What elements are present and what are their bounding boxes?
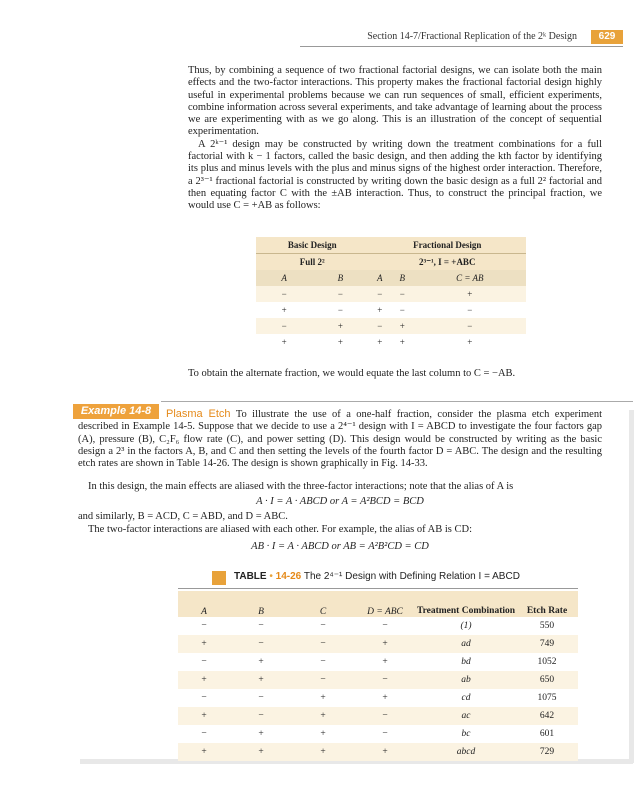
table-cell: 642 <box>516 707 578 725</box>
table-cell: + <box>377 337 383 347</box>
table-cell: + <box>281 305 287 315</box>
table-cell: + <box>178 635 230 653</box>
table-cell: (1) <box>460 621 472 631</box>
design-table <box>178 591 578 761</box>
table-cell: + <box>399 321 405 331</box>
table-row <box>178 671 578 689</box>
table-cell: 749 <box>516 635 578 653</box>
table-cell: ac <box>416 707 516 725</box>
table-cell: + <box>258 657 264 667</box>
alias-equation-1: A · I = A · ABCD or A = A²BCD = BCD <box>256 496 424 507</box>
table-top-rule <box>178 588 578 589</box>
table-cell: − <box>258 693 264 703</box>
table-caption: TABLE • 14-26 The 2⁴⁻¹ Design with Defining Relation I = ABCD <box>234 571 520 582</box>
column-header: A <box>377 273 383 283</box>
basic-design-table <box>256 237 526 350</box>
table-cell: + <box>230 671 292 689</box>
table-cell: bc <box>461 729 471 739</box>
column-header: C <box>319 607 327 617</box>
table-cell: − <box>230 707 292 725</box>
table-label: TABLE <box>234 571 267 582</box>
table-cell: − <box>337 289 343 299</box>
table-cell: + <box>467 337 473 347</box>
alias-equation-2: AB · I = A · ABCD or AB = A²B²CD = CD <box>251 541 429 552</box>
table-row <box>256 318 526 334</box>
table-cell: − <box>230 635 292 653</box>
running-title: Section 14-7/Fractional Replication of the 2ᵏ Design <box>367 31 577 42</box>
table-cell: 729 <box>516 743 578 761</box>
page-number: 629 <box>591 30 623 44</box>
table-cell: + <box>377 305 383 315</box>
table-cell: + <box>320 693 326 703</box>
table-cell: − <box>201 693 207 703</box>
table-cell: + <box>178 743 230 761</box>
table-number: 14-26 <box>275 571 302 582</box>
table-row <box>178 653 578 671</box>
column-header: B <box>258 607 264 617</box>
table-cell: 1052 <box>537 657 557 667</box>
sub-header-fraction: 2³⁻¹, I = +ABC <box>419 256 476 267</box>
table-cell: + <box>467 289 473 299</box>
column-header: Etch Rate <box>526 606 568 616</box>
table-cell: − <box>399 305 405 315</box>
body-text-block <box>188 65 602 213</box>
example-top-rule <box>161 401 633 402</box>
column-header: Treatment Combination <box>416 606 516 616</box>
table-cell: − <box>201 657 207 667</box>
table-cell: bd <box>461 657 471 667</box>
table-cell: + <box>178 707 230 725</box>
table-cell: − <box>382 621 388 631</box>
table-row <box>256 286 526 302</box>
example-label: Example 14-8 <box>73 404 159 419</box>
paragraph-1: Thus, by combining a sequence of two fractional factorial designs, we can isolate both the main effects and the two-factor interactions. This property makes the fractional factorial design highly useful in experimental problems because we can run sequences of small, efficient experiments, combine information across several experiments, and take advantage of learning about the process we are experimenting with as we go along. This is an illustration of the concept of sequential experimentation. <box>188 65 602 138</box>
table-cell: + <box>292 707 354 725</box>
sub-header-full: Full 2² <box>299 257 325 267</box>
table-cell: 1075 <box>537 693 557 703</box>
group-header-fractional: Fractional Design <box>369 237 527 254</box>
table-cell: − <box>292 671 354 689</box>
header-rule <box>300 46 623 47</box>
table-cell: ad <box>416 635 516 653</box>
example-text-2: In this design, the main effects are aliased with the three-factor interactions; note that the alias of A is <box>88 481 514 492</box>
table-cell: − <box>281 289 287 299</box>
table-cell: + <box>258 729 264 739</box>
column-header: B <box>399 273 406 283</box>
table-row <box>256 334 526 350</box>
table-cell: + <box>399 337 405 347</box>
table-cell: − <box>354 671 416 689</box>
table-row <box>256 302 526 318</box>
table-cell: ab <box>416 671 516 689</box>
table-row <box>178 617 578 635</box>
example-text-4: The two-factor interactions are aliased with each other. For example, the alias of AB is CD: <box>88 524 473 535</box>
example-body: To illustrate the use of a one-half fraction, consider the plasma etch experiment described in Example 14-5. Suppose that we decide to use a 2⁴⁻¹ design with I = ABCD to investigate the four factors gap (A), pressure (B), C₂F₆ flow rate (C), and power setting (D). This design would be constructed by writing as the basic design a 2³ in the factors A, B, and C and then setting the levels of the fourth factor D = ABC. The design and the resulting etch rates are shown in Table 14-26. The design is shown graphically in Fig. 14-33. <box>78 409 603 470</box>
table-cell: 650 <box>516 671 578 689</box>
table-cell: − <box>467 321 473 331</box>
example-title: Plasma Etch <box>166 408 231 420</box>
table-cell: + <box>337 321 343 331</box>
table-cell: − <box>201 729 207 739</box>
column-header: D = ABC <box>367 607 403 617</box>
table-marker-square <box>212 571 226 585</box>
paragraph-2: A 2ᵏ⁻¹ design may be constructed by writing down the treatment combinations for a full factorial with k − 1 factors, called the basic design, and then adding the kth factor by identifying its plus and minus levels with the plus and minus signs of the highest order interaction. Therefore, a 2³⁻¹ fractional factorial is constructed by writing down the basic design as a full 2² factorial and then equating factor C with the ±AB interaction. Thus, to construct the principal fraction, we would use C = +AB as follows: <box>188 138 602 212</box>
table-cell: − <box>377 321 383 331</box>
table-cell: − <box>467 305 473 315</box>
table-cell: 601 <box>539 729 555 739</box>
table-cell: + <box>281 337 287 347</box>
table-cell: − <box>377 289 383 299</box>
table-caption-text: The 2⁴⁻¹ Design with Defining Relation I = ABCD <box>303 571 520 582</box>
table-cell: + <box>337 337 343 347</box>
table-cell: + <box>320 729 326 739</box>
table-cell: + <box>382 693 388 703</box>
table-cell: − <box>354 707 416 725</box>
table-cell: + <box>292 743 354 761</box>
group-header-basic: Basic Design <box>256 237 369 254</box>
table-cell: + <box>230 743 292 761</box>
example-text-1 <box>78 408 602 470</box>
table-cell: + <box>178 671 230 689</box>
table-cell: − <box>320 621 326 631</box>
column-header: A <box>201 607 207 617</box>
example-text-3: and similarly, B = ACD, C = ABD, and D = ABC. <box>78 511 288 522</box>
table-row <box>178 743 578 761</box>
table-cell: − <box>258 621 264 631</box>
table-cell: 550 <box>539 621 555 631</box>
table-cell: − <box>382 729 388 739</box>
column-header: C = AB <box>456 273 484 283</box>
column-header: A <box>281 273 287 283</box>
table-row <box>178 635 578 653</box>
table-cell: + <box>354 635 416 653</box>
table-cell: − <box>201 621 207 631</box>
table-row <box>178 707 578 725</box>
table-cell: − <box>320 657 326 667</box>
table-cell: − <box>337 305 343 315</box>
table-cell: abcd <box>416 743 516 761</box>
table-row <box>178 689 578 707</box>
table-cell: + <box>382 657 388 667</box>
table-cell: − <box>292 635 354 653</box>
paragraph-3: To obtain the alternate fraction, we would equate the last column to C = −AB. <box>188 368 516 379</box>
table-cell: − <box>399 289 405 299</box>
table-cell: cd <box>461 693 471 703</box>
table-row <box>178 725 578 743</box>
table-cell: + <box>354 743 416 761</box>
table-cell: − <box>281 321 287 331</box>
column-header: B <box>337 273 344 283</box>
